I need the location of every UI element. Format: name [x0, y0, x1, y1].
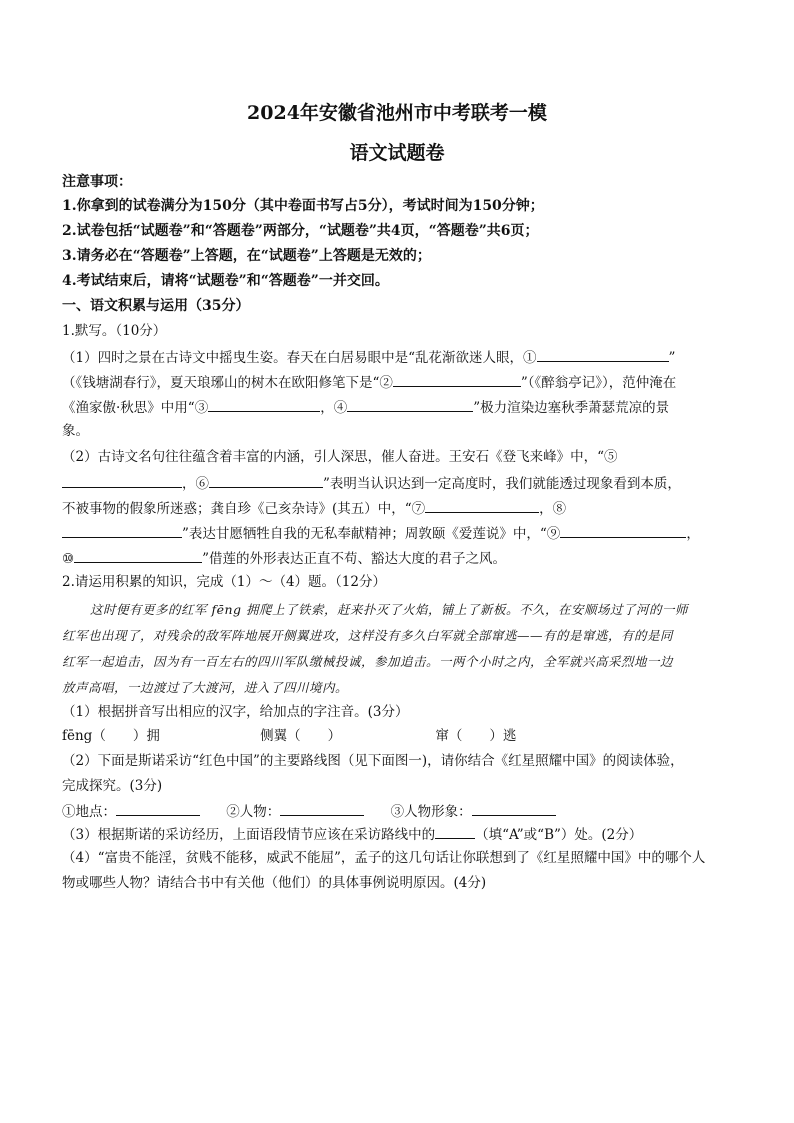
q1-part2-line2: [62, 472, 681, 494]
q1-text: 不被事物的假象所迷惑；龚自珍《己亥杂诗》(其五）中，“⑦: [62, 501, 426, 517]
q1-text: 《渔家傲·秋思》中用“③: [62, 400, 209, 416]
notice-item-1: 1.你拿到的试卷满分为150分（其中卷面书写占5分），考试时间为150分钟；: [62, 198, 544, 214]
blank-3[interactable]: [208, 396, 320, 412]
blank-9[interactable]: [560, 522, 686, 538]
question-1-stem: 1.默写。（10分）: [62, 323, 167, 339]
exam-subtitle: 语文试题卷: [349, 142, 445, 164]
q1-text: （1）四时之景在古诗文中摇曳生姿。春天在白居易眼中是“乱花渐欲迷人眼，①: [62, 350, 537, 366]
q1-text: （《钱塘湖春行》，夏天琅琊山的树木在欧阳修笔下是“②: [62, 375, 393, 391]
q1-part2-line5: [62, 547, 506, 569]
q2-text: （3）根据斯诺的采访经历，上面语段情节应该在采访路线中的: [62, 827, 436, 843]
q1-text: ”借莲的外形表达正直不苟、豁达大度的君子之风。: [202, 551, 507, 567]
sub1-item-b[interactable]: 侧翼（ ）: [260, 728, 342, 744]
sub1-item-a[interactable]: fēng（ ）拥: [62, 728, 160, 744]
q1-text: ，④: [320, 400, 348, 416]
notice-item-3: 3.请务必在“答题卷”上答题，在“试题卷”上答题是无效的；: [62, 248, 431, 264]
place-blank[interactable]: [116, 800, 200, 816]
q1-text: ”极力渲染边塞秋季萧瑟荒凉的景: [473, 400, 670, 416]
sub2-image-label: ③人物形象：: [390, 804, 472, 820]
blank-10[interactable]: [74, 547, 202, 563]
q2-sub1: （1）根据拼音写出相应的汉字，给加点的字注音。(3分）: [62, 704, 409, 720]
q1-text: ，⑧: [539, 501, 567, 517]
blank-8[interactable]: [62, 522, 182, 538]
q1-part1-line2: [62, 371, 676, 393]
person-blank[interactable]: [280, 800, 364, 816]
q1-part2-line3: [62, 497, 566, 519]
blank-2[interactable]: [393, 371, 521, 387]
passage-line-1: 这时便有更多的红军 fēng 拥爬上了铁索，赶来扑灭了火焰，铺上了新板。不久，在安顺场过了河的一师: [90, 602, 689, 617]
q2-sub3: [62, 823, 642, 845]
passage-line-4: 放声高唱，一边渡过了大渡河，进入了四川境内。: [62, 680, 349, 695]
exam-title: 2024年安徽省池州市中考联考一模: [247, 102, 547, 124]
q1-part2-line4: [62, 522, 700, 544]
blank-1[interactable]: [537, 346, 669, 362]
sub1-item-c[interactable]: 窜（ ）逃: [435, 728, 517, 744]
q2-sub2-answers: [62, 800, 556, 822]
sub2-place-label: ①地点：: [62, 804, 116, 820]
passage-line-2: 红军也出现了，对残余的敌军阵地展开侧翼进攻，这样没有多久白军就全部窜逃——有的是窜逃，有的是同: [62, 628, 674, 643]
q1-part1-line1: [62, 346, 675, 368]
blank-4[interactable]: [347, 396, 473, 412]
q2-text: （填“A”或“B”）处。(2分）: [475, 827, 643, 843]
q2-sub2-line2: 完成探究。(3分): [62, 778, 163, 794]
q2-sub2-line1: （2）下面是斯诺采访“红色中国”的主要路线图（见下面图一)，请你结合《红星照耀中国》的阅读体验，: [62, 753, 684, 769]
blank-6[interactable]: [209, 472, 323, 488]
image-blank[interactable]: [472, 800, 556, 816]
blank-7[interactable]: [425, 497, 539, 513]
passage-line-3: 红军一起追击，因为有一百左右的四川军队缴械投诚，参加追击。一两个小时之内，全军就兴高采烈地一边: [62, 654, 674, 669]
section-heading: 一、语文积累与运用（35分）: [62, 298, 250, 314]
sub3-blank[interactable]: [435, 823, 475, 839]
sub2-person-label: ②人物：: [226, 804, 281, 820]
q1-text: ”表明当认识达到一定高度时，我们就能透过现象看到本质，: [323, 476, 681, 492]
q1-text: ”: [668, 350, 676, 366]
q1-text: ⑩: [62, 551, 75, 567]
q1-text: ，⑥: [182, 476, 209, 492]
notice-item-2: 2.试卷包括“试题卷”和“答题卷”两部分，“试题卷”共4页，“答题卷”共6页；: [62, 223, 539, 239]
q1-text: ”（《醉翁亭记》），范仲淹在: [520, 375, 677, 391]
q2-sub1-items: [62, 726, 516, 746]
q2-sub4-line1: （4）“富贵不能淫，贫贱不能移，威武不能屈”，孟子的这几句话让你联想到了《红星照耀中国》中的哪个人: [62, 850, 706, 866]
q1-part2-line1: （2）古诗文名句往往蕴含着丰富的内涵，引人深思，催人奋进。王安石《登飞来峰》中，“⑤: [62, 449, 618, 465]
q1-text: ，: [686, 526, 700, 542]
q1-part1-line3: [62, 396, 669, 418]
notice-heading: 注意事项：: [62, 174, 132, 190]
q1-part1-line4: 象。: [62, 423, 89, 439]
blank-5[interactable]: [62, 472, 182, 488]
notice-item-4: 4.考试结束后，请将“试题卷”和“答题卷”一并交回。: [62, 273, 389, 289]
question-2-stem: 2.请运用积累的知识，完成（1）～（4）题。（12分）: [62, 574, 386, 590]
q2-sub4-line2: 物或哪些人物？请结合书中有关他（他们）的具体事例说明原因。(4分): [62, 875, 487, 891]
q1-text: ”表达甘愿牺牲自我的无私奉献精神；周敦颐《爱莲说》中，“⑨: [182, 526, 561, 542]
